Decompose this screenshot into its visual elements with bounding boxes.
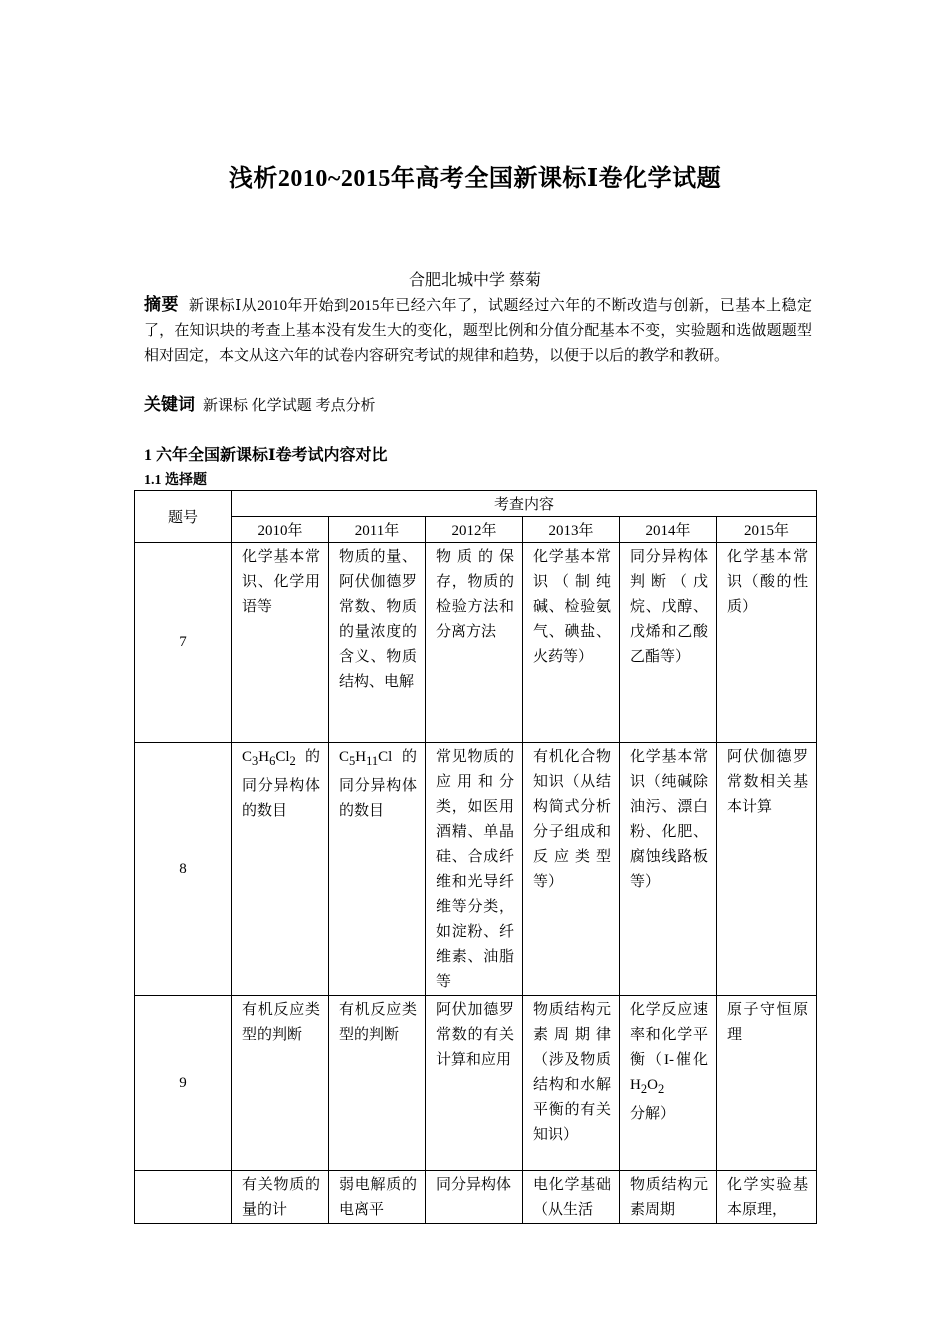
cell-2015: 原子守恒原理 (717, 996, 817, 1171)
cell-2014: 物质结构元素周期 (620, 1171, 717, 1224)
cell-2012: 物质的保存，物质的检验方法和分离方法 (426, 543, 523, 743)
cell-2012: 常见物质的应用和分类，如医用酒精、单晶硅、合成纤维和光导纤维等分类，如淀粉、纤维素、油脂等 (426, 743, 523, 996)
cell-2015: 阿伏伽德罗常数相关基本计算 (717, 743, 817, 996)
cell-2013: 有机化合物知识（从结构简式分析分子组成和反应类型等） (523, 743, 620, 996)
cell-2014: 同分异构体判断（戊烷、戊醇、戊烯和乙酸乙酯等） (620, 543, 717, 743)
section-heading-1: 1 六年全国新课标Ⅰ卷考试内容对比 (144, 447, 388, 464)
section-heading-1-1: 1.1 选择题 (144, 473, 207, 488)
table-row (135, 743, 817, 996)
cell-2012: 同分异构体 (426, 1171, 523, 1224)
header-year-2012: 2012年 (426, 517, 523, 543)
table-row (135, 543, 817, 743)
keywords-text: 新课标 化学试题 考点分析 (203, 398, 376, 414)
cell-2010: 有机反应类型的判断 (232, 996, 329, 1171)
document-title: 浅析2010~2015年高考全国新课标Ⅰ卷化学试题 (228, 166, 722, 192)
table-row (135, 996, 817, 1171)
header-year-2013: 2013年 (523, 517, 620, 543)
abstract-label: 摘要 (144, 295, 179, 314)
cell-2010: 化学基本常识、化学用语等 (232, 543, 329, 743)
keywords-label: 关键词 (144, 395, 195, 414)
keywords-line (144, 392, 812, 419)
cell-2011: $C_5H_{11}Cl$ 的同分异构体的数目 (329, 743, 426, 996)
cell-2015: 化学基本常识（酸的性质） (717, 543, 817, 743)
row-question-number (135, 1171, 232, 1224)
row-question-number: 8 (135, 743, 232, 996)
row-question-number: 9 (135, 996, 232, 1171)
cell-2013: 化学基本常识（制纯碱、检验氨气、碘盐、火药等） (523, 543, 620, 743)
author-line: 合肥北城中学 蔡菊 (408, 272, 541, 289)
cell-2011: 有机反应类型的判断 (329, 996, 426, 1171)
header-year-2014: 2014年 (620, 517, 717, 543)
header-year-2011: 2011年 (329, 517, 426, 543)
abstract-text: 新课标Ⅰ从2010年开始到2015年已经六年了，试题经过六年的不断改造与创新，已基本上稳定了，在知识块的考查上基本没有发生大的变化，题型比例和分值分配基本不变，实验题和选做题题型相对固定，本文从这六年的试卷内容研究考试的规律和趋势，以便于以后的教学和教研。 (144, 298, 812, 364)
cell-2011: 弱电解质的电离平 (329, 1171, 426, 1224)
cell-2015: 化学实验基本原理， (717, 1171, 817, 1224)
header-content-group: 考查内容 (232, 491, 817, 517)
header-year-2015: 2015年 (717, 517, 817, 543)
table-header-row (135, 491, 817, 517)
abstract-paragraph (144, 292, 812, 369)
table-row (135, 1171, 817, 1224)
cell-2011: 物质的量、阿伏伽德罗常数、物质的量浓度的含义、物质结构、电解 (329, 543, 426, 743)
table-year-row (135, 517, 817, 543)
header-question-number: 题号 (135, 491, 232, 543)
cell-2010: 有关物质的量的计 (232, 1171, 329, 1224)
row-question-number: 7 (135, 543, 232, 743)
header-year-2010: 2010年 (232, 517, 329, 543)
cell-2012: 阿伏加德罗常数的有关计算和应用 (426, 996, 523, 1171)
cell-2013: 电化学基础（从生活 (523, 1171, 620, 1224)
cell-2014: 化学反应速率和化学平衡（I-催化 $H_2O_2$分解） (620, 996, 717, 1171)
cell-2014: 化学基本常识（纯碱除油污、漂白粉、化肥、腐蚀线路板等） (620, 743, 717, 996)
cell-2013: 物质结构元素周期律（涉及物质结构和水解平衡的有关知识） (523, 996, 620, 1171)
exam-content-table (134, 490, 817, 1224)
cell-2010: $C_3H_6Cl_2$ 的同分异构体的数目 (232, 743, 329, 996)
